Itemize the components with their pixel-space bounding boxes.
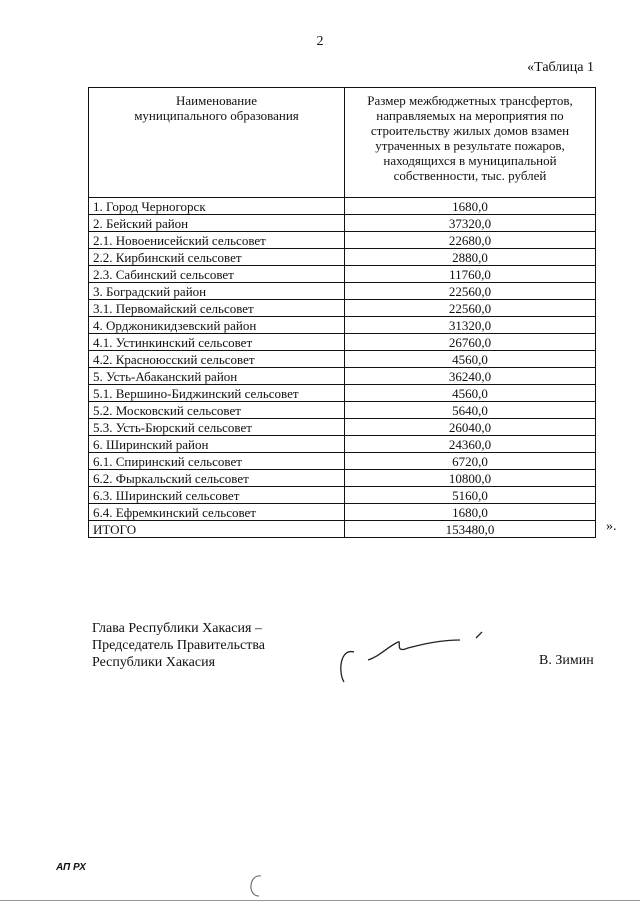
transfers-table xyxy=(88,87,596,538)
transfer-amount-cell: 26760,0 xyxy=(345,334,596,351)
table-row xyxy=(89,215,596,232)
municipality-name-cell: 4.2. Красноюсский сельсовет xyxy=(89,351,345,368)
municipality-name-cell: 6.4. Ефремкинский сельсовет xyxy=(89,504,345,521)
municipality-name-cell: 3. Боградский район xyxy=(89,283,345,300)
municipality-name-cell: 4.1. Устинкинский сельсовет xyxy=(89,334,345,351)
transfer-amount-cell: 31320,0 xyxy=(345,317,596,334)
signatory-title-line-2: Председатель Правительства xyxy=(92,638,265,653)
table-body xyxy=(89,198,596,538)
transfer-amount-cell: 26040,0 xyxy=(345,419,596,436)
transfer-amount-cell: 36240,0 xyxy=(345,368,596,385)
municipality-name-cell: 2.2. Кирбинский сельсовет xyxy=(89,249,345,266)
table-row xyxy=(89,402,596,419)
table-row xyxy=(89,283,596,300)
municipality-name-cell: 1. Город Черногорск xyxy=(89,198,345,215)
handwritten-signature xyxy=(332,628,492,688)
table-row xyxy=(89,385,596,402)
table-row xyxy=(89,453,596,470)
municipality-name-cell: 2.1. Новоенисейский сельсовет xyxy=(89,232,345,249)
transfer-amount-cell: 22680,0 xyxy=(345,232,596,249)
transfer-amount-cell: 6720,0 xyxy=(345,453,596,470)
closing-quote: ». xyxy=(606,519,617,534)
table-row xyxy=(89,232,596,249)
table-row xyxy=(89,266,596,283)
transfer-amount-cell: 10800,0 xyxy=(345,470,596,487)
municipality-name-cell: 6. Ширинский район xyxy=(89,436,345,453)
signatory-title-line-1: Глава Республики Хакасия – xyxy=(92,621,262,636)
transfer-amount-cell: 1680,0 xyxy=(345,198,596,215)
transfer-amount-cell: 5640,0 xyxy=(345,402,596,419)
municipality-name-cell: 5.2. Московский сельсовет xyxy=(89,402,345,419)
table-row xyxy=(89,436,596,453)
municipality-name-cell: 5. Усть-Абаканский район xyxy=(89,368,345,385)
table-row xyxy=(89,334,596,351)
municipality-name-cell: 4. Орджоникидзевский район xyxy=(89,317,345,334)
signatory-name: В. Зимин xyxy=(539,653,594,668)
municipality-name-cell: 6.2. Фыркальский сельсовет xyxy=(89,470,345,487)
header-transfer-amount: Размер межбюджетных трансфертов, направляемых на мероприятия по строительству жилых домов взамен утраченных в результате пожаров, находящихся в муниципальной собственности, тыс. рублей xyxy=(345,88,596,198)
municipality-name-cell: 5.3. Усть-Бюрский сельсовет xyxy=(89,419,345,436)
transfer-amount-cell: 1680,0 xyxy=(345,504,596,521)
transfer-amount-cell: 11760,0 xyxy=(345,266,596,283)
table-row xyxy=(89,317,596,334)
stamp-mark xyxy=(244,868,268,902)
municipality-name-cell: 3.1. Первомайский сельсовет xyxy=(89,300,345,317)
municipality-name-cell: 5.1. Вершино-Биджинский сельсовет xyxy=(89,385,345,402)
transfer-amount-cell: 37320,0 xyxy=(345,215,596,232)
table-row xyxy=(89,521,596,538)
signature-block xyxy=(92,620,265,671)
page-bottom-rule xyxy=(0,900,640,901)
table-row xyxy=(89,249,596,266)
table-row xyxy=(89,368,596,385)
transfer-amount-cell: 4560,0 xyxy=(345,351,596,368)
table-row xyxy=(89,351,596,368)
municipality-name-cell: ИТОГО xyxy=(89,521,345,538)
transfer-amount-cell: 22560,0 xyxy=(345,283,596,300)
transfer-amount-cell: 4560,0 xyxy=(345,385,596,402)
transfer-amount-cell: 2880,0 xyxy=(345,249,596,266)
page-number: 2 xyxy=(316,34,324,49)
footer-code: АП РХ xyxy=(56,862,86,873)
table-row xyxy=(89,487,596,504)
table-row xyxy=(89,300,596,317)
municipality-name-cell: 2.3. Сабинский сельсовет xyxy=(89,266,345,283)
transfer-amount-cell: 153480,0 xyxy=(345,521,596,538)
municipality-name-cell: 6.1. Спиринский сельсовет xyxy=(89,453,345,470)
signatory-title-line-3: Республики Хакасия xyxy=(92,655,216,670)
table-row xyxy=(89,419,596,436)
table-caption: «Таблица 1 xyxy=(527,60,594,75)
municipality-name-cell: 6.3. Ширинский сельсовет xyxy=(89,487,345,504)
table-header-row xyxy=(89,88,596,198)
municipality-name-cell: 2. Бейский район xyxy=(89,215,345,232)
table-row xyxy=(89,198,596,215)
table-row xyxy=(89,470,596,487)
transfer-amount-cell: 22560,0 xyxy=(345,300,596,317)
header-municipality: Наименование муниципального образования xyxy=(89,88,345,198)
transfer-amount-cell: 5160,0 xyxy=(345,487,596,504)
transfer-amount-cell: 24360,0 xyxy=(345,436,596,453)
table-row xyxy=(89,504,596,521)
